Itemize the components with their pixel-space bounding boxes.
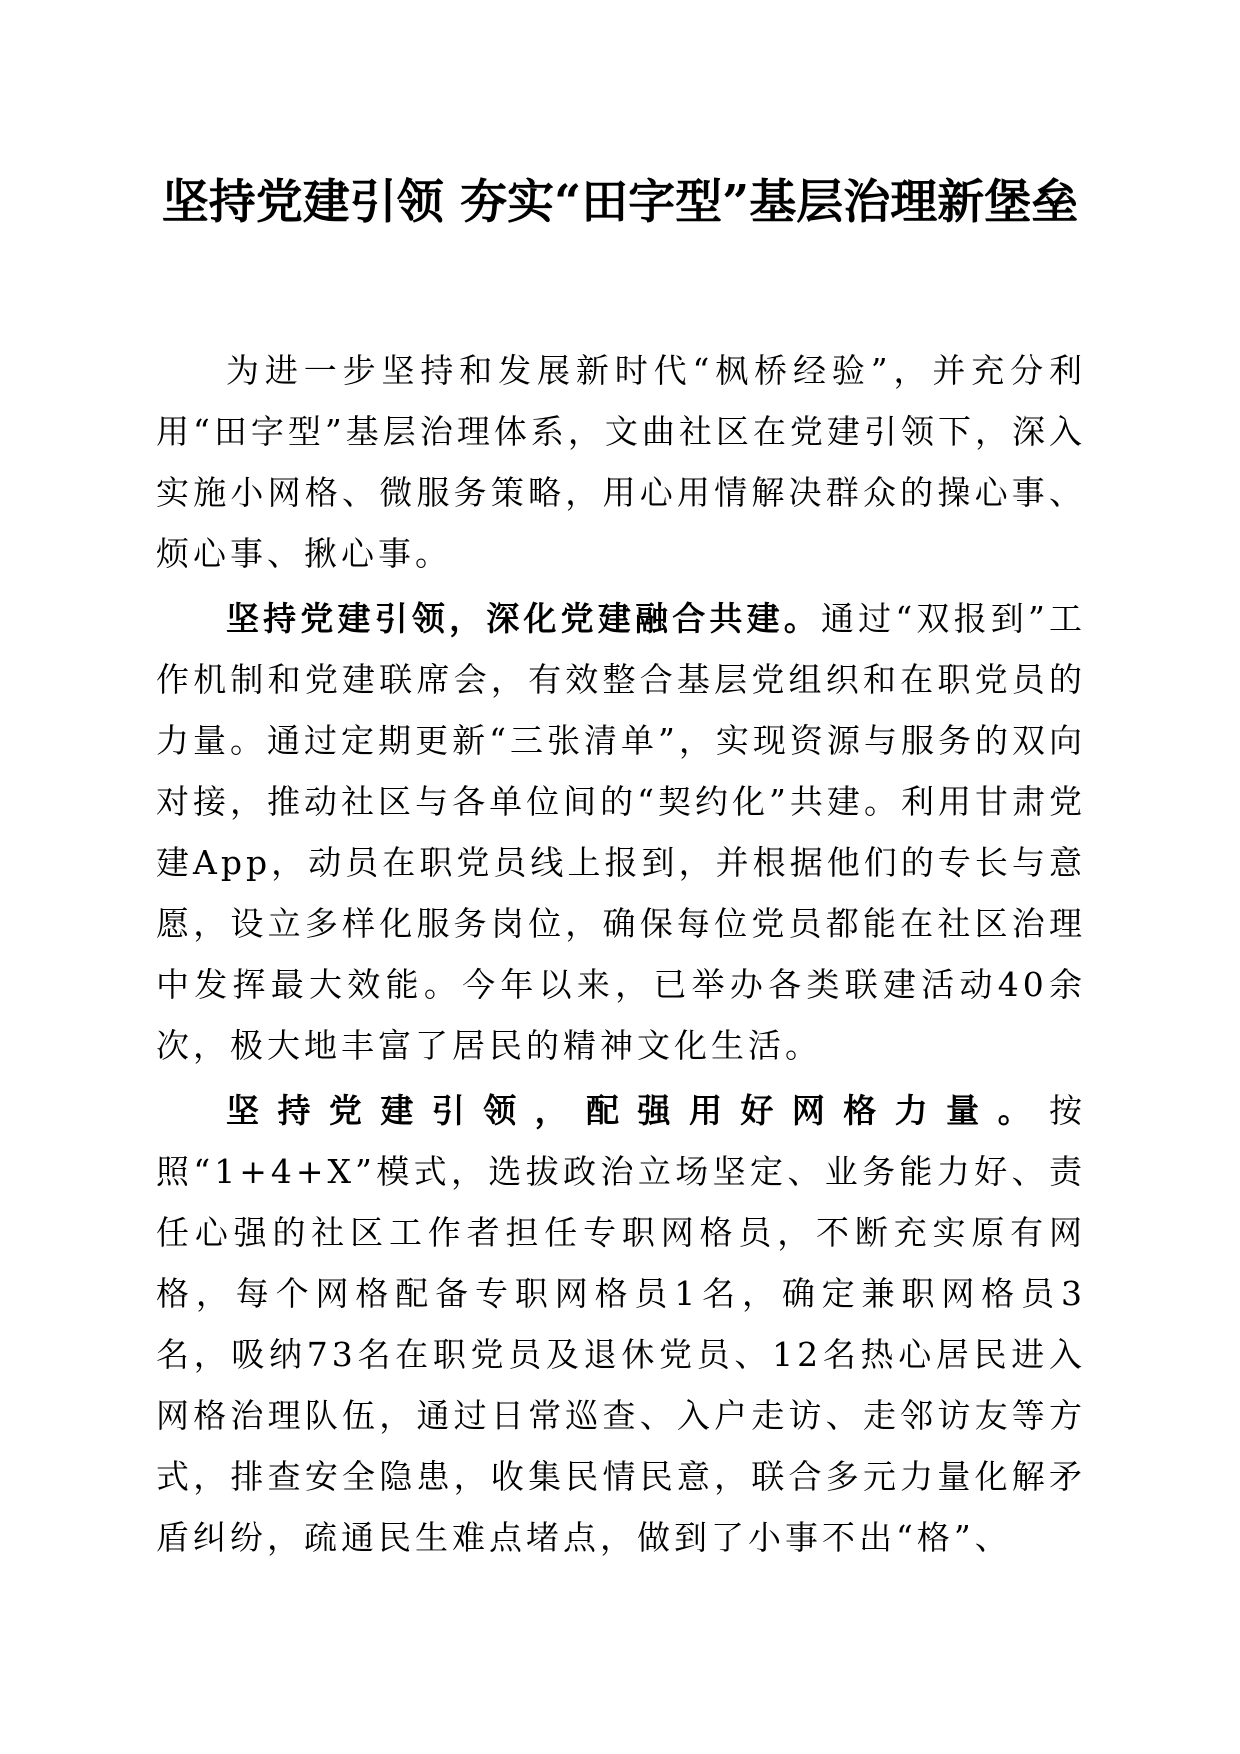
section-2-text: 按照“1+4+X”模式，选拔政治立场坚定、业务能力好、责任心强的社区工作者担任专职网格员，不断充实原有网格，每个网格配备专职网格员1名，确定兼职网格员3名，吸纳73名在职党员及退休党员、12名热心居民进入网格治理队伍，通过日常巡查、入户走访、走邻访友等方式，排查安全隐患，收集民情民意，联合多元力量化解矛盾纠纷，疏通民生难点堵点，做到了小事不出“格”、 xyxy=(156,1091,1086,1557)
section-1-text: 通过“双报到”工作机制和党建联席会，有效整合基层党组织和在职党员的力量。通过定期更新“三张清单”，实现资源与服务的双向对接，推动社区与各单位间的“契约化”共建。利用甘肃党建App，动员在职党员线上报到，并根据他们的专长与意愿，设立多样化服务岗位，确保每位党员都能在社区治理中发挥最大效能。今年以来，已举办各类联建活动40余次，极大地丰富了居民的精神文化生活。 xyxy=(156,599,1087,1065)
section-1-paragraph xyxy=(156,588,1086,1076)
section-2-paragraph xyxy=(156,1080,1086,1568)
section-1-heading: 坚持党建引领，深化党建融合共建。 xyxy=(226,599,821,638)
document-body xyxy=(156,340,1086,1572)
document-title: 坚持党建引领 夯实“田字型”基层治理新堡垒 xyxy=(161,175,1079,230)
intro-paragraph: 为进一步坚持和发展新时代“枫桥经验”，并充分利用“田字型”基层治理体系，文曲社区在党建引领下，深入实施小网格、微服务策略，用心用情解决群众的操心事、烦心事、揪心事。 xyxy=(156,351,1086,573)
section-2-heading: 坚持党建引领，配强用好网格力量。 xyxy=(226,1091,1049,1130)
